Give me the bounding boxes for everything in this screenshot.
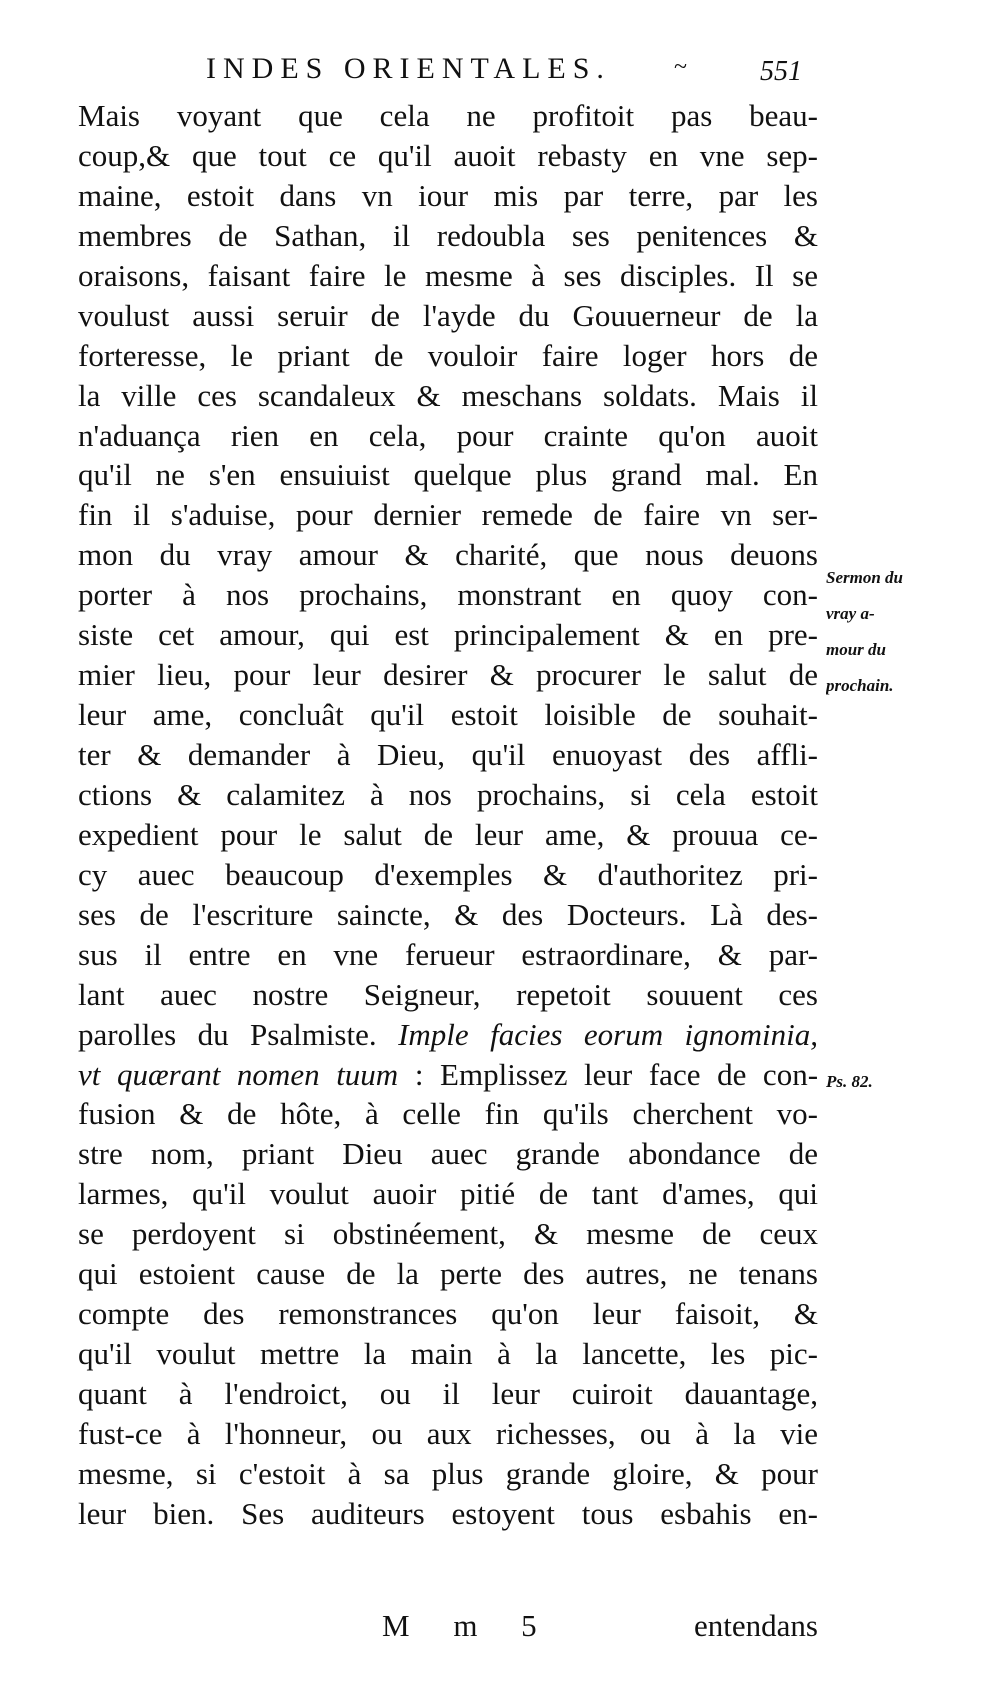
text-line: [78, 416, 818, 456]
text-line: [78, 895, 818, 935]
text-line: [78, 775, 818, 815]
margin-note-line: Ps. 82.: [826, 1072, 873, 1091]
text-line-content: qu'il voulut mettre la main à la lancette, les pic-: [78, 1336, 818, 1372]
text-line-content: cy auec beaucoup d'exemples & d'authoritez pri-: [78, 856, 818, 892]
text-line: [78, 495, 818, 535]
text-line: [78, 655, 818, 695]
margin-note-sermon: [826, 560, 936, 704]
text-line: [78, 1134, 818, 1174]
text-line: [78, 336, 818, 376]
text-line-content: forteresse, le priant de vouloir faire loger hors de: [78, 337, 818, 373]
text-line: [78, 1374, 818, 1414]
text-line-content: quant à l'endroict, ou il leur cuiroit dauantage,: [78, 1376, 818, 1411]
margin-note-line: mour du: [826, 640, 886, 659]
text-line: [78, 296, 818, 336]
text-line-content: mier lieu, pour leur desirer & procurer le salut de: [78, 657, 818, 693]
text-line-content: expedient pour le salut de leur ame, & prouua ce-: [78, 816, 818, 852]
text-line: [78, 735, 818, 775]
text-line: [78, 1414, 818, 1454]
text-line: [78, 1254, 818, 1294]
text-line-content: mon du vray amour & charité, que nous deuons: [78, 537, 818, 573]
text-line-content: ter & demander à Dieu, qu'il enuoyast des affli-: [78, 737, 818, 772]
catchword: entendans: [694, 1608, 818, 1643]
running-head-mark: ~: [674, 54, 687, 80]
text-line: [78, 1214, 818, 1254]
margin-note-line: Sermon du: [826, 568, 903, 587]
text-line-content: qui estoient cause de la perte des autres, ne tenans: [78, 1256, 818, 1292]
text-line: [78, 1015, 818, 1055]
text-line-content: lant auec nostre Seigneur, repetoit souuent ces: [78, 976, 818, 1012]
signature-mark: M m 5: [382, 1608, 555, 1643]
text-line: [78, 975, 818, 1015]
text-line: [78, 256, 818, 296]
running-head: [80, 52, 810, 92]
text-line-content: voulust aussi seruir de l'ayde du Gouuerneur de la: [78, 297, 818, 333]
text-line-content: sus il entre en vne ferueur estraordinare, & par-: [78, 936, 818, 972]
running-title: INDES ORIENTALES.: [206, 52, 611, 85]
body-text: [78, 96, 818, 1534]
text-line-content: fusion & de hôte, à celle fin qu'ils cherchent vo-: [78, 1096, 818, 1132]
text-line-content: ctions & calamitez à nos prochains, si cela estoit: [78, 776, 818, 812]
text-line: [78, 1055, 818, 1095]
latin-quotation: vt quærant nomen tuum: [78, 1056, 399, 1092]
text-line-content: maine, estoit dans vn iour mis par terre, par les: [78, 177, 818, 213]
text-line-content: n'aduança rien en cela, pour crainte qu'on auoit: [78, 417, 818, 453]
text-line-content: membres de Sathan, il redoubla ses penitences &: [78, 217, 818, 253]
text-line-content: : Emplissez leur face de con-: [414, 1056, 818, 1092]
margin-note-line: prochain.: [826, 676, 894, 695]
text-line-content: porter à nos prochains, monstrant en quoy con-: [78, 577, 818, 613]
text-line: [78, 695, 818, 735]
text-line-content: fust-ce à l'honneur, ou aux richesses, ou à la vie: [78, 1415, 818, 1451]
text-line-content: la ville ces scandaleux & meschans soldats. Mais il: [78, 377, 818, 413]
text-line-content: leur bien. Ses auditeurs estoyent tous esbahis en-: [78, 1495, 818, 1531]
text-line: [78, 1094, 818, 1134]
text-line: [78, 935, 818, 975]
text-line: [78, 376, 818, 416]
text-line-content: Mais voyant que cela ne profitoit pas beau-: [78, 98, 818, 133]
margin-note-line: vray a-: [826, 604, 875, 623]
text-line: [78, 136, 818, 176]
text-line: [78, 1334, 818, 1374]
text-line-content: stre nom, priant Dieu auec grande abondance de: [78, 1136, 818, 1172]
page-footer: [78, 1608, 818, 1648]
text-line: [78, 575, 818, 615]
text-line: [78, 815, 818, 855]
page-number: 551: [760, 56, 802, 87]
text-line: [78, 1454, 818, 1494]
text-line-content: parolles du Psalmiste.: [78, 1016, 377, 1052]
text-line: [78, 176, 818, 216]
text-line-content: mesme, si c'estoit à sa plus grande gloire, & pour: [78, 1455, 818, 1491]
text-line: [78, 855, 818, 895]
text-line-content: fin il s'aduise, pour dernier remede de faire vn ser-: [78, 497, 818, 533]
text-line-content: qu'il ne s'en ensuiuist quelque plus grand mal. En: [78, 457, 818, 493]
text-line-content: coup,& que tout ce qu'il auoit rebasty en vne sep-: [78, 137, 818, 173]
text-line: [78, 1174, 818, 1214]
latin-quotation: Imple facies eorum ignominia,: [398, 1016, 818, 1052]
text-line-content: siste cet amour, qui est principalement & en pre-: [78, 617, 818, 653]
text-line-content: compte des remonstrances qu'on leur faisoit, &: [78, 1296, 818, 1332]
text-line: [78, 535, 818, 575]
text-line: [78, 455, 818, 495]
text-line-content: leur ame, concluât qu'il estoit loisible de souhait-: [78, 697, 818, 733]
text-line-content: oraisons, faisant faire le mesme à ses disciples. Il se: [78, 257, 818, 293]
text-line: [78, 615, 818, 655]
text-line-content: ses de l'escriture saincte, & des Docteurs. Là des-: [78, 896, 818, 932]
text-line: [78, 1494, 818, 1534]
text-line: [78, 216, 818, 256]
margin-note-psalm: [826, 1064, 936, 1100]
text-line: [78, 1294, 818, 1334]
text-line-content: se perdoyent si obstinéement, & mesme de ceux: [78, 1216, 818, 1252]
text-line-content: larmes, qu'il voulut auoir pitié de tant d'ames, qui: [78, 1176, 818, 1212]
text-line: [78, 96, 818, 136]
